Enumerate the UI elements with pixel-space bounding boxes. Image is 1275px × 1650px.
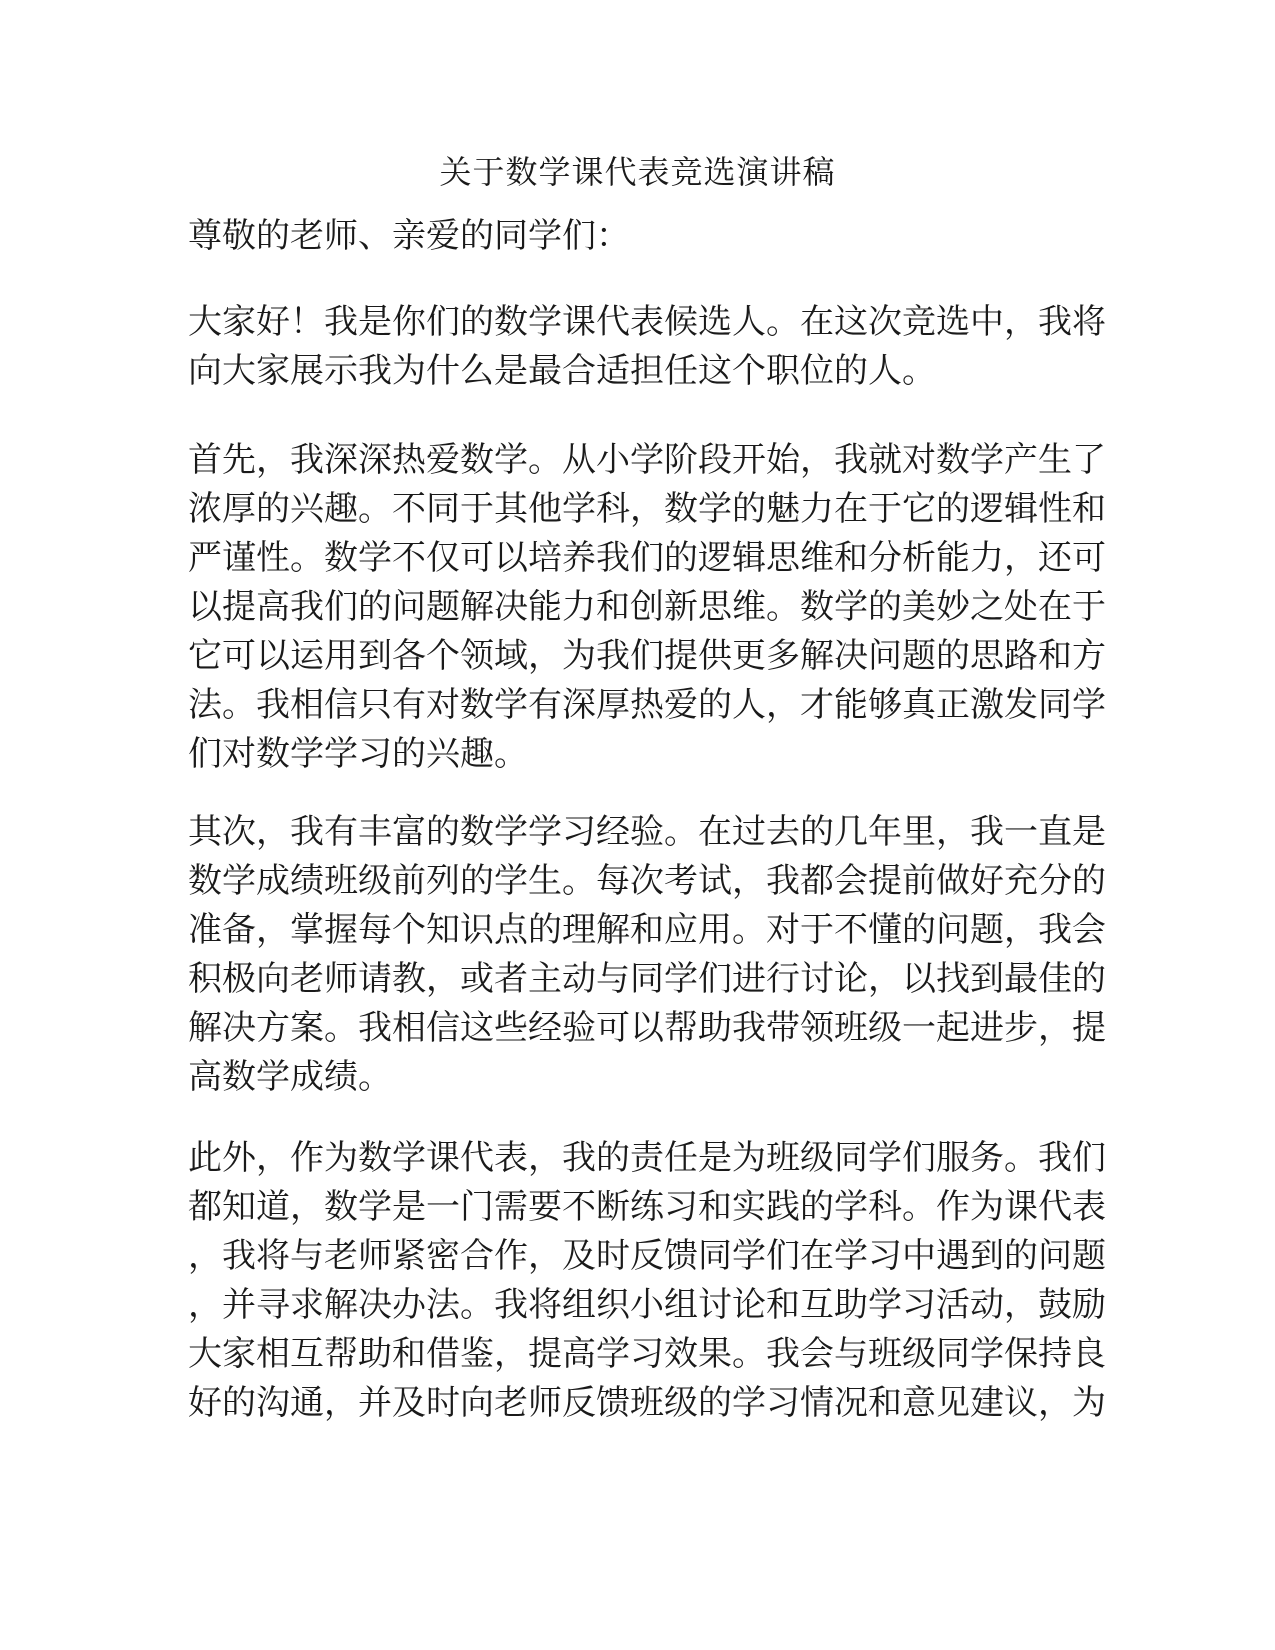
paragraph-line: 准备，掌握每个知识点的理解和应用。对于不懂的问题，我会 — [188, 910, 1106, 950]
paragraph-line: 法。我相信只有对数学有深厚热爱的人，才能够真正激发同学 — [188, 685, 1106, 725]
paragraph-line: 向大家展示我为什么是最合适担任这个职位的人。 — [188, 351, 936, 391]
paragraph-line: 好的沟通，并及时向老师反馈班级的学习情况和意见建议，为 — [188, 1383, 1106, 1423]
paragraph-line: 高数学成绩。 — [188, 1057, 392, 1097]
greeting — [188, 212, 1088, 261]
paragraph-responsibility — [188, 1134, 1106, 1428]
paragraph-line: 数学成绩班级前列的学生。每次考试，我都会提前做好充分的 — [188, 861, 1106, 901]
paragraph-line: 大家相互帮助和借鉴，提高学习效果。我会与班级同学保持良 — [188, 1334, 1106, 1374]
paragraph-love-of-math — [188, 436, 1106, 779]
paragraph-line: ，我将与老师紧密合作，及时反馈同学们在学习中遇到的问题 — [188, 1236, 1106, 1276]
document-title: 关于数学课代表竞选演讲稿 — [439, 153, 836, 191]
paragraph-line: 大家好！我是你们的数学课代表候选人。在这次竞选中，我将 — [188, 302, 1106, 342]
paragraph-line: 们对数学学习的兴趣。 — [188, 734, 528, 774]
paragraph-line: 浓厚的兴趣。不同于其他学科，数学的魅力在于它的逻辑性和 — [188, 489, 1106, 529]
paragraph-experience — [188, 808, 1106, 1102]
paragraph-line: 首先，我深深热爱数学。从小学阶段开始，我就对数学产生了 — [188, 440, 1106, 480]
paragraph-line: ，并寻求解决办法。我将组织小组讨论和互助学习活动，鼓励 — [188, 1285, 1106, 1325]
paragraph-line: 它可以运用到各个领域，为我们提供更多解决问题的思路和方 — [188, 636, 1106, 676]
paragraph-line: 其次，我有丰富的数学学习经验。在过去的几年里，我一直是 — [188, 812, 1106, 852]
paragraph-line: 都知道，数学是一门需要不断练习和实践的学科。作为课代表 — [188, 1187, 1106, 1227]
paragraph-line: 积极向老师请教，或者主动与同学们进行讨论，以找到最佳的 — [188, 959, 1106, 999]
paragraph-line: 解决方案。我相信这些经验可以帮助我带领班级一起进步，提 — [188, 1008, 1106, 1048]
paragraph-line: 以提高我们的问题解决能力和创新思维。数学的美妙之处在于 — [188, 587, 1106, 627]
paragraph-line: 此外，作为数学课代表，我的责任是为班级同学们服务。我们 — [188, 1138, 1106, 1178]
greeting-line: 尊敬的老师、亲爱的同学们： — [188, 216, 630, 256]
paragraph-line: 严谨性。数学不仅可以培养我们的逻辑思维和分析能力，还可 — [188, 538, 1106, 578]
paragraph-intro — [188, 298, 1106, 396]
